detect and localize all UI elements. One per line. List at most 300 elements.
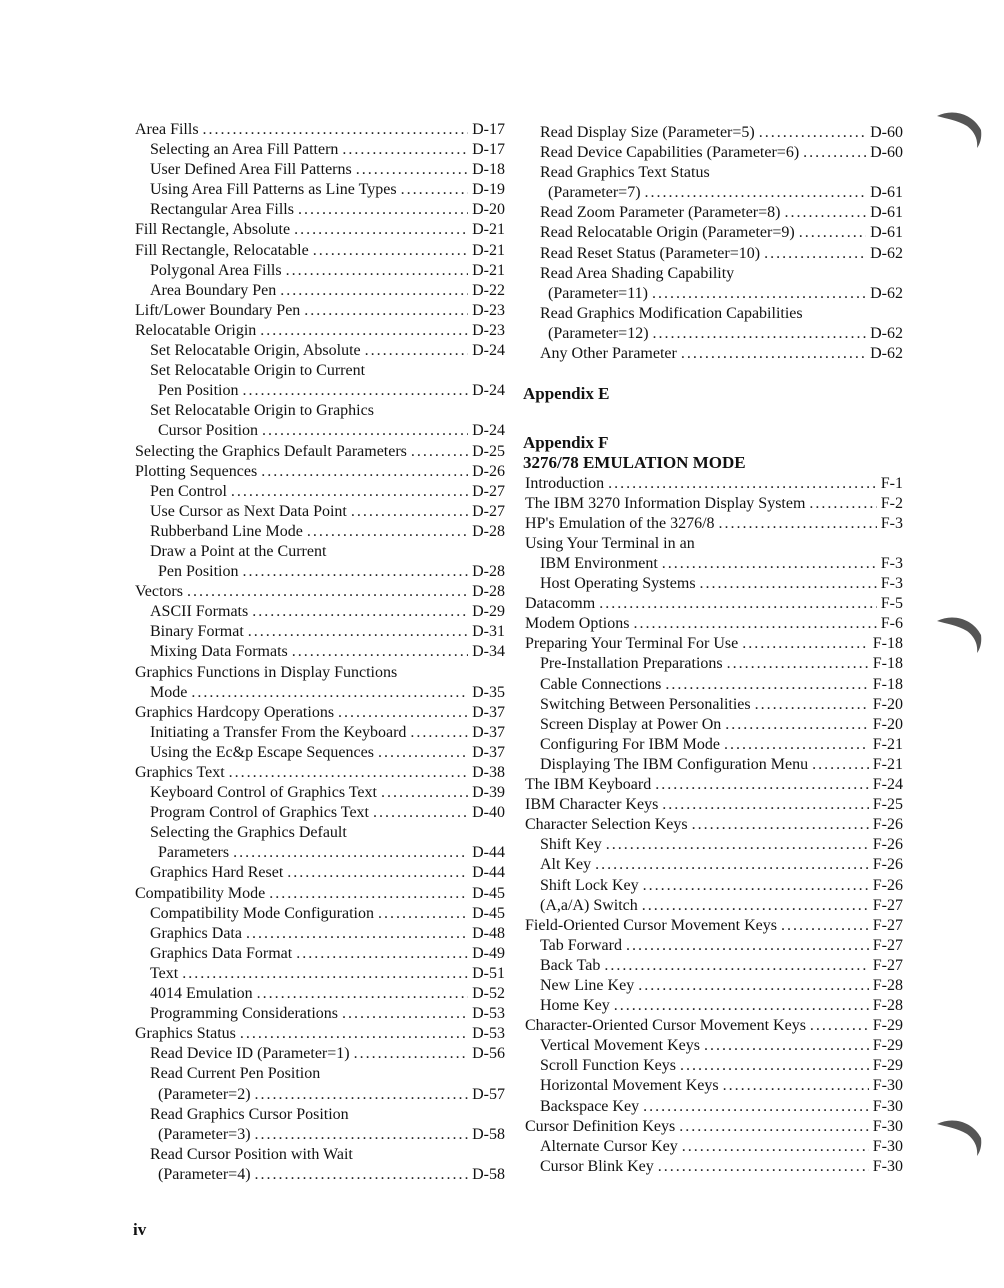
toc-entry[interactable] (133, 1085, 505, 1105)
toc-entry[interactable] (523, 474, 903, 494)
toc-left-column (133, 120, 505, 1185)
toc-entry[interactable] (523, 1056, 903, 1076)
toc-entry-title: Compatibility Mode Configuration (150, 904, 374, 922)
toc-entry[interactable] (133, 421, 505, 441)
toc-entry-title: Cursor Blink Key (540, 1157, 654, 1175)
toc-entry[interactable] (133, 1004, 505, 1024)
toc-entry-title: IBM Environment (540, 555, 658, 572)
toc-entry-page: F-26 (872, 836, 903, 854)
dot-leader (682, 1137, 869, 1157)
dot-leader (643, 1097, 869, 1117)
toc-entry-title: Tab Forward (540, 936, 622, 954)
dot-leader (378, 743, 468, 763)
dot-leader (229, 763, 468, 783)
dot-leader (643, 876, 869, 896)
toc-entry[interactable] (133, 220, 505, 240)
dot-leader (759, 123, 866, 143)
dot-leader (242, 562, 468, 582)
toc-entry-title: (Parameter=3) (158, 1125, 251, 1143)
toc-entry-page: D-31 (472, 623, 505, 641)
dot-leader (642, 896, 869, 916)
toc-entry[interactable] (133, 823, 505, 843)
toc-entry[interactable] (523, 1097, 903, 1117)
toc-entry-page: D-23 (472, 301, 505, 319)
toc-entry-title: Set Relocatable Origin, Absolute (150, 342, 361, 360)
toc-entry[interactable] (133, 502, 505, 522)
dot-leader (704, 1036, 869, 1056)
toc-entry-title: Home Key (540, 997, 610, 1015)
toc-entry[interactable] (523, 614, 903, 634)
dot-leader (296, 944, 468, 964)
toc-entry[interactable] (133, 542, 505, 562)
toc-entry[interactable] (523, 634, 903, 654)
toc-entry[interactable] (523, 324, 903, 344)
toc-entry-title: Preparing Your Terminal For Use (525, 635, 739, 653)
dot-leader (781, 916, 869, 936)
toc-entry-title: Parameters (158, 844, 230, 862)
toc-list (133, 120, 505, 1185)
toc-entry[interactable] (133, 180, 505, 200)
dot-leader (742, 634, 869, 654)
dot-leader (719, 514, 877, 534)
toc-entry[interactable] (523, 163, 903, 183)
dot-leader (257, 984, 468, 1004)
toc-entry-page: D-39 (472, 784, 505, 802)
dot-leader (248, 622, 468, 642)
toc-entry[interactable] (523, 514, 903, 534)
dot-leader (365, 341, 468, 361)
dot-leader (261, 462, 468, 482)
toc-entry-title: Cursor Position (158, 422, 259, 440)
toc-right-column (523, 123, 903, 1177)
toc-entry-title: Graphics Hard Reset (150, 864, 284, 882)
toc-entry[interactable] (523, 695, 903, 715)
toc-entry-title: Text (150, 964, 179, 982)
toc-entry-title: Programming Considerations (150, 1005, 338, 1023)
dot-leader (803, 143, 866, 163)
dot-leader (262, 421, 468, 441)
dot-leader (812, 755, 869, 775)
toc-entry[interactable] (523, 835, 903, 855)
toc-entry-page: F-30 (872, 1097, 903, 1115)
toc-entry[interactable] (523, 284, 903, 304)
dot-leader (260, 321, 468, 341)
toc-entry[interactable] (523, 675, 903, 695)
toc-entry[interactable] (523, 244, 903, 264)
toc-entry-page: F-6 (880, 615, 903, 633)
dot-leader (286, 261, 469, 281)
toc-entry[interactable] (133, 301, 505, 321)
toc-entry[interactable] (523, 1076, 903, 1096)
toc-entry[interactable] (133, 281, 505, 301)
toc-entry-title: Read Zoom Parameter (Parameter=8) (540, 204, 781, 222)
dot-leader (240, 1024, 468, 1044)
dot-leader (203, 120, 469, 140)
toc-entry[interactable] (133, 1024, 505, 1044)
toc-entry-page: F-2 (880, 494, 903, 512)
toc-entry-page: D-18 (472, 161, 505, 179)
dot-leader (665, 675, 868, 695)
toc-entry-page: D-62 (870, 324, 903, 342)
toc-entry-page: D-19 (472, 181, 505, 199)
dot-leader (342, 140, 468, 160)
toc-entry-page: D-24 (472, 342, 505, 360)
appendix-e-heading[interactable]: Appendix E (523, 384, 610, 404)
toc-entry-title: Read Device Capabilities (Parameter=6) (540, 144, 800, 162)
toc-entry[interactable] (523, 1137, 903, 1157)
toc-entry-page: F-5 (880, 595, 903, 613)
toc-entry[interactable] (523, 534, 903, 554)
toc-entry[interactable] (523, 976, 903, 996)
toc-entry-title: Rubberband Line Mode (150, 522, 303, 540)
toc-entry[interactable] (523, 574, 903, 594)
dot-leader (294, 220, 468, 240)
dot-leader (723, 1076, 869, 1096)
dot-leader (381, 783, 468, 803)
toc-entry-page: D-45 (472, 904, 505, 922)
toc-entry-title: Using the Ec&p Escape Sequences (150, 743, 374, 761)
dot-leader (680, 1056, 869, 1076)
toc-entry[interactable] (523, 1157, 903, 1177)
toc-entry-title: Character Selection Keys (525, 816, 688, 834)
dot-leader (255, 1085, 469, 1105)
toc-entry-page: F-29 (872, 1017, 903, 1035)
toc-entry-page: F-3 (880, 575, 903, 593)
toc-entry-title: Keyboard Control of Graphics Text (150, 784, 377, 802)
toc-entry-page: D-51 (472, 964, 505, 982)
dot-leader (604, 956, 868, 976)
toc-entry-page: F-30 (872, 1077, 903, 1095)
toc-entry-title: Vertical Movement Keys (540, 1037, 700, 1055)
toc-entry-title: Shift Lock Key (540, 876, 639, 894)
toc-entry-title: Program Control of Graphics Text (150, 804, 369, 822)
toc-entry[interactable] (133, 1165, 505, 1185)
toc-entry[interactable] (523, 755, 903, 775)
toc-entry-title: Alt Key (540, 856, 592, 874)
toc-entry-title: IBM Character Keys (525, 796, 659, 814)
toc-entry[interactable] (133, 924, 505, 944)
toc-entry-title: Vectors (135, 583, 183, 601)
toc-entry[interactable] (133, 803, 505, 823)
toc-entry-title: Shift Key (540, 836, 602, 854)
toc-entry[interactable] (133, 1125, 505, 1145)
toc-entry-title: (Parameter=2) (158, 1085, 251, 1103)
toc-entry-title: Read Area Shading Capability (540, 264, 735, 282)
toc-entry-page: F-3 (880, 514, 903, 532)
toc-entry-page: F-28 (872, 997, 903, 1015)
toc-entry-page: F-27 (872, 956, 903, 974)
toc-entry-title: Polygonal Area Fills (150, 261, 282, 279)
toc-entry-title: Displaying The IBM Configuration Menu (540, 755, 809, 773)
toc-entry-title: Draw a Point at the Current (150, 542, 327, 560)
toc-entry-page: D-21 (472, 241, 505, 259)
toc-entry[interactable] (133, 863, 505, 883)
toc-entry[interactable] (133, 401, 505, 421)
toc-entry-page: F-30 (872, 1117, 903, 1135)
toc-entry-page: D-62 (870, 284, 903, 302)
toc-entry-page: D-53 (472, 1005, 505, 1023)
toc-entry[interactable] (133, 622, 505, 642)
toc-entry[interactable] (133, 642, 505, 662)
toc-entry-title: Binary Format (150, 623, 244, 641)
toc-entry[interactable] (523, 264, 903, 284)
dot-leader (727, 654, 869, 674)
toc-entry-title: Switching Between Personalities (540, 695, 751, 713)
toc-entry-page: D-17 (472, 121, 505, 138)
toc-entry[interactable] (523, 916, 903, 936)
toc-entry[interactable] (133, 462, 505, 482)
toc-entry[interactable] (523, 304, 903, 324)
dot-leader (608, 474, 877, 494)
dot-leader (633, 614, 876, 634)
toc-entry-page: F-24 (872, 776, 903, 794)
toc-entry[interactable] (133, 321, 505, 341)
dot-leader (182, 964, 468, 984)
toc-entry-title: Graphics Hardcopy Operations (135, 703, 335, 721)
toc-entry[interactable] (133, 723, 505, 743)
toc-entry-title: Set Relocatable Origin to Graphics (150, 402, 374, 420)
toc-entry[interactable] (523, 654, 903, 674)
toc-entry[interactable] (523, 896, 903, 916)
toc-entry-page: D-21 (472, 261, 505, 279)
toc-entry-title: Rectangular Area Fills (150, 201, 294, 219)
toc-entry[interactable] (133, 1105, 505, 1125)
toc-entry-title: Relocatable Origin (135, 321, 257, 339)
toc-entry[interactable] (133, 140, 505, 160)
toc-entry-title: Pre-Installation Preparations (540, 655, 723, 673)
toc-entry[interactable] (523, 594, 903, 614)
toc-entry-page: D-56 (472, 1045, 505, 1063)
toc-entry-title: Cursor Definition Keys (525, 1117, 676, 1135)
toc-entry[interactable] (133, 743, 505, 763)
toc-entry-title: Character-Oriented Cursor Movement Keys (525, 1017, 806, 1035)
toc-entry-title: Read Graphics Text Status (540, 164, 710, 182)
toc-entry-page: D-44 (472, 864, 505, 882)
toc-entry-page: F-29 (872, 1037, 903, 1055)
toc-entry[interactable] (133, 663, 505, 683)
toc-entry-title: Area Fills (135, 121, 199, 138)
appendix-f-title: 3276/78 EMULATION MODE (523, 453, 746, 473)
toc-entry-title: Mixing Data Formats (150, 643, 288, 661)
toc-entry-page: D-62 (870, 244, 903, 262)
toc-entry[interactable] (523, 494, 903, 514)
toc-entry-title: Pen Position (158, 382, 239, 400)
toc-entry-page: D-26 (472, 462, 505, 480)
dot-leader (662, 554, 877, 574)
toc-entry-page: D-60 (870, 124, 903, 141)
dot-leader (356, 160, 468, 180)
toc-entry[interactable] (133, 783, 505, 803)
toc-entry[interactable] (523, 815, 903, 835)
toc-entry[interactable] (523, 223, 903, 243)
dot-leader (784, 203, 866, 223)
toc-entry-page: F-30 (872, 1157, 903, 1175)
spacer (523, 405, 903, 433)
toc-list (523, 474, 903, 1177)
page-number: iv (133, 1220, 147, 1239)
toc-entry[interactable] (523, 956, 903, 976)
toc-entry-page: F-21 (872, 755, 903, 773)
toc-entry-title: Graphics Data Format (150, 944, 293, 962)
dot-leader (338, 703, 468, 723)
dot-leader (401, 180, 469, 200)
toc-entry-title: Back Tab (540, 956, 601, 974)
toc-entry-page: D-53 (472, 1025, 505, 1043)
dot-leader (626, 936, 869, 956)
toc-entry[interactable] (523, 936, 903, 956)
toc-entry-page: D-45 (472, 884, 505, 902)
toc-entry-title: Any Other Parameter (540, 345, 677, 363)
toc-entry[interactable] (133, 241, 505, 261)
dot-leader (799, 223, 866, 243)
toc-entry-title: Horizontal Movement Keys (540, 1077, 719, 1095)
toc-entry-title: Compatibility Mode (135, 884, 266, 902)
dot-leader (645, 183, 867, 203)
toc-entry-page: F-18 (872, 635, 903, 653)
toc-entry-title: (A,a/A) Switch (540, 896, 638, 914)
toc-entry[interactable] (133, 120, 505, 140)
toc-entry[interactable] (133, 482, 505, 502)
toc-entry-title: Pen Position (158, 563, 239, 581)
toc-entry[interactable] (133, 884, 505, 904)
toc-entry[interactable] (523, 715, 903, 735)
toc-entry[interactable] (133, 1145, 505, 1165)
toc-entry[interactable] (133, 683, 505, 703)
dot-leader (373, 803, 468, 823)
binder-hole-mark (935, 110, 985, 150)
toc-entry[interactable] (133, 602, 505, 622)
toc-entry-title: Read Relocatable Origin (Parameter=9) (540, 224, 795, 242)
toc-entry-title: (Parameter=7) (548, 184, 641, 202)
toc-entry[interactable] (523, 554, 903, 574)
appendix-f-heading[interactable]: Appendix F (523, 432, 609, 452)
toc-entry[interactable] (133, 582, 505, 602)
toc-entry-page: D-61 (870, 204, 903, 222)
toc-entry-page: D-27 (472, 502, 505, 520)
dot-leader (679, 1117, 869, 1137)
toc-entry-title: Using Area Fill Patterns as Line Types (150, 181, 397, 199)
dot-leader (287, 863, 468, 883)
dot-leader (292, 642, 468, 662)
dot-leader (700, 574, 877, 594)
dot-leader (410, 723, 468, 743)
dot-leader (307, 522, 468, 542)
toc-entry[interactable] (133, 261, 505, 281)
spacer (523, 364, 903, 384)
dot-leader (681, 344, 866, 364)
toc-entry[interactable] (133, 381, 505, 401)
toc-entry-title: Selecting the Graphics Default Parameters (135, 442, 407, 460)
toc-entry[interactable] (133, 703, 505, 723)
dot-leader (191, 683, 468, 703)
toc-entry[interactable] (523, 855, 903, 875)
toc-entry[interactable] (523, 143, 903, 163)
binder-hole-mark (935, 1118, 985, 1158)
toc-entry-page: D-37 (472, 703, 505, 721)
dot-leader (725, 715, 868, 735)
toc-entry[interactable] (133, 442, 505, 462)
toc-entry[interactable] (133, 904, 505, 924)
toc-entry[interactable] (133, 1064, 505, 1084)
toc-entry-page: F-18 (872, 655, 903, 673)
toc-entry-page: D-21 (472, 221, 505, 239)
toc-entry-title: Introduction (525, 474, 605, 492)
toc-entry[interactable] (133, 944, 505, 964)
toc-entry[interactable] (523, 183, 903, 203)
toc-entry[interactable] (523, 1117, 903, 1137)
toc-entry-page: D-27 (472, 482, 505, 500)
toc-entry[interactable] (133, 361, 505, 381)
toc-entry-page: F-18 (872, 675, 903, 693)
toc-entry[interactable] (133, 763, 505, 783)
dot-leader (692, 815, 869, 835)
dot-leader (342, 1004, 468, 1024)
toc-entry[interactable] (523, 1036, 903, 1056)
toc-entry[interactable] (133, 522, 505, 542)
toc-entry-page: F-26 (872, 876, 903, 894)
toc-entry[interactable] (523, 775, 903, 795)
dot-leader (764, 244, 866, 264)
toc-entry-title: Graphics Functions in Display Functions (135, 663, 398, 681)
toc-entry-page: D-37 (472, 743, 505, 761)
toc-entry[interactable] (133, 341, 505, 361)
toc-entry[interactable] (523, 795, 903, 815)
toc-entry-page: D-28 (472, 583, 505, 601)
toc-entry-title: Read Device ID (Parameter=1) (150, 1045, 350, 1063)
toc-entry-page: F-21 (872, 735, 903, 753)
toc-entry-page: F-20 (872, 715, 903, 733)
dot-leader (233, 843, 468, 863)
toc-entry-page: F-26 (872, 856, 903, 874)
toc-entry-page: F-27 (872, 936, 903, 954)
toc-entry-page: D-58 (472, 1165, 505, 1183)
dot-leader (614, 996, 869, 1016)
toc-entry[interactable] (523, 876, 903, 896)
dot-leader (280, 281, 468, 301)
toc-entry-title: Cable Connections (540, 675, 662, 693)
toc-entry-page: D-60 (870, 144, 903, 162)
toc-entry[interactable] (133, 1044, 505, 1064)
toc-entry-title: 4014 Emulation (150, 985, 253, 1003)
toc-entry[interactable] (133, 562, 505, 582)
toc-entry-title: Read Display Size (Parameter=5) (540, 124, 755, 141)
toc-entry-title: Initiating a Transfer From the Keyboard (150, 723, 407, 741)
toc-entry-page: D-52 (472, 985, 505, 1003)
toc-entry[interactable] (523, 203, 903, 223)
toc-entry[interactable] (133, 843, 505, 863)
toc-entry-page: D-48 (472, 924, 505, 942)
dot-leader (652, 284, 866, 304)
toc-entry-title: Graphics Status (135, 1025, 236, 1043)
toc-entry[interactable] (523, 735, 903, 755)
toc-entry-page: D-20 (472, 201, 505, 219)
toc-entry-title: Read Cursor Position with Wait (150, 1145, 353, 1163)
toc-entry[interactable] (133, 160, 505, 180)
dot-leader (655, 775, 869, 795)
toc-entry[interactable] (133, 984, 505, 1004)
toc-entry-title: Read Graphics Modification Capabilities (540, 304, 803, 322)
toc-entry[interactable] (523, 344, 903, 364)
toc-entry[interactable] (133, 964, 505, 984)
toc-entry[interactable] (523, 123, 903, 143)
toc-entry[interactable] (523, 1016, 903, 1036)
toc-entry-page: D-24 (472, 382, 505, 400)
toc-entry[interactable] (523, 996, 903, 1016)
dot-leader (246, 924, 468, 944)
toc-entry-title: Field-Oriented Cursor Movement Keys (525, 916, 777, 934)
toc-entry-title: Read Reset Status (Parameter=10) (540, 244, 761, 262)
toc-entry[interactable] (133, 200, 505, 220)
